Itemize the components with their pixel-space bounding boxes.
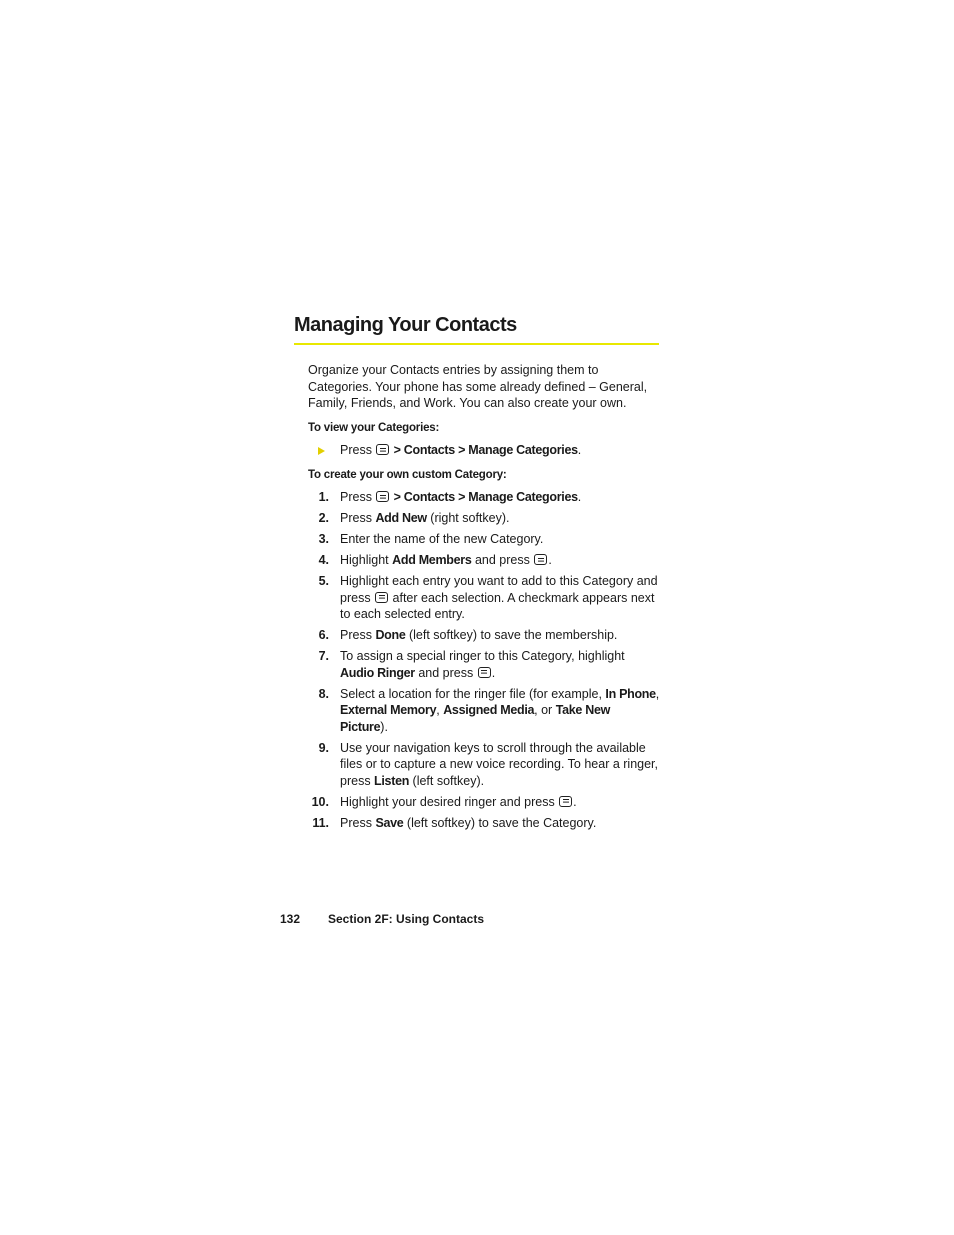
list-item: 8. Select a location for the ringer file (for example, In Phone, External Memory, Assigned Media, or Take New Picture). [318, 686, 660, 734]
menu-ok-key-icon [376, 491, 389, 502]
menu-ok-key-icon [375, 592, 388, 603]
list-item: 9. Use your navigation keys to scroll through the available files or to capture a new voice recording. To hear a ringer, press Listen (left softkey). [318, 740, 658, 788]
menu-ok-key-icon [478, 667, 491, 678]
view-categories-heading: To view your Categories: [308, 421, 440, 434]
list-item: 11. Press Save (left softkey) to save the Category. [312, 815, 597, 830]
page-number: 132 [280, 912, 301, 926]
list-item: 10. Highlight your desired ringer and press . [311, 794, 577, 809]
page-title: Managing Your Contacts [294, 314, 659, 345]
menu-ok-key-icon [376, 444, 389, 455]
view-categories-step: Press > Contacts > Manage Categories. [308, 442, 660, 459]
main-content [308, 362, 660, 836]
list-item: 5. Highlight each entry you want to add to this Category and press after each selection. A checkmark appears next to each selected entry. [318, 574, 658, 621]
intro-paragraph: Organize your Contacts entries by assigning them to Categories. Your phone has some already defined – General, Family, Friends, and Work. You can also create your own. [308, 363, 648, 410]
list-item: 7. To assign a special ringer to this Category, highlight Audio Ringer and press . [318, 649, 625, 680]
create-category-steps [308, 489, 660, 831]
menu-ok-key-icon [559, 796, 572, 807]
create-category-heading: To create your own custom Category: [308, 468, 507, 481]
section-label: Section 2F: Using Contacts [328, 912, 485, 926]
list-item: 1. Press > Contacts > Manage Categories. [318, 490, 582, 504]
list-item: 4. Highlight Add Members and press . [318, 553, 552, 567]
page-footer [280, 912, 484, 926]
list-item: 6. Press Done (left softkey) to save the membership. [318, 628, 618, 642]
list-item: 2. Press Add New (right softkey). [318, 511, 510, 525]
menu-ok-key-icon [534, 554, 547, 565]
triangle-bullet-icon [318, 447, 325, 455]
list-item: 3. Enter the name of the new Category. [318, 532, 544, 546]
